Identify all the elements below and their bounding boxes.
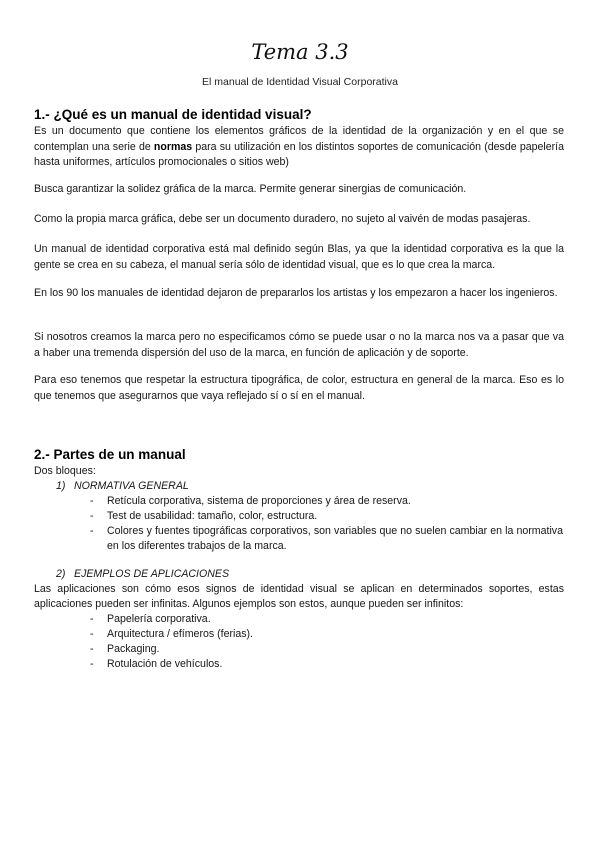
block-2-title: EJEMPLOS DE APLICACIONES <box>74 568 230 580</box>
page-subtitle: El manual de Identidad Visual Corporativa <box>202 76 398 88</box>
bullet-dash: - <box>90 628 94 640</box>
section-1-paragraph-7: Para eso tenemos que respetar la estructura tipográfica, de color, estructura en general de la marca. Eso es lo que tenemos que asegurarnos que vaya reflejado sí o sí en el manual. <box>34 374 564 402</box>
p1-text-a: Es un documento que contiene los elementos gráficos de la identidad de la organización y en el que se contemplan una serie de <box>34 125 564 153</box>
p1-text-b: para su utilización en los distintos soportes de comunicación (desde papelería hasta uniformes, artículos promocionales o sitios web) <box>34 140 564 168</box>
block-1-item-3: Colores y fuentes tipográficas corporativos, son variables que no suelen cambiar en la normativa en los diferentes trabajos de la marca. <box>107 525 563 552</box>
section-1-number: 1.- <box>34 107 50 122</box>
section-1-paragraph-2: Busca garantizar la solidez gráfica de la marca. Permite generar sinergias de comunicación. <box>34 183 467 195</box>
block-2-item-1: Papelería corporativa. <box>107 613 211 625</box>
block-1-item-1: Retícula corporativa, sistema de proporciones y área de reserva. <box>107 495 411 507</box>
section-1-paragraph-5: En los 90 los manuales de identidad dejaron de prepararlos los artistas y los empezaron a hacer los ingenieros. <box>34 287 558 299</box>
section-1-paragraph-6: Si nosotros creamos la marca pero no especificamos cómo se puede usar o no la marca nos va a pasar que va a haber una tremenda dispersión del uso de la marca, en función de aplicación y de soporte. <box>34 331 564 359</box>
section-1-paragraph-3: Como la propia marca gráfica, debe ser un documento duradero, no sujeto al vaivén de modas pasajeras. <box>34 213 531 225</box>
bullet-dash: - <box>90 613 94 625</box>
block-1-item-2: Test de usabilidad: tamaño, color, estructura. <box>107 510 318 522</box>
section-1-heading <box>34 107 312 122</box>
block-2-item-4: Rotulación de vehículos. <box>107 658 223 670</box>
bullet-dash: - <box>90 643 94 655</box>
section-2-heading <box>34 447 186 462</box>
bullet-dash: - <box>90 525 94 537</box>
section-2-title: Partes de un manual <box>53 447 186 462</box>
section-2-number: 2.- <box>34 447 50 462</box>
block-2-item-3: Packaging. <box>107 643 160 655</box>
bullet-dash: - <box>90 495 94 507</box>
section-1-paragraph-1 <box>34 124 564 171</box>
block-1-marker: 1) <box>56 480 66 492</box>
block-2-item-2: Arquitectura / efímeros (ferias). <box>107 628 254 640</box>
bullet-dash: - <box>90 510 94 522</box>
p1-bold-normas: normas <box>153 140 193 153</box>
section-2-intro: Dos bloques: <box>34 465 96 477</box>
section-1-paragraph-4: Un manual de identidad corporativa está mal definido según Blas, ya que la identidad corporativa es la que la gente se crea en su cabeza, el manual sería sólo de identidad visual, que es lo que crea la marca. <box>34 243 564 271</box>
block-2-text: Las aplicaciones son cómo esos signos de identidad visual se aplican en determinados soportes, estas aplicaciones pueden ser infinitas. Algunos ejemplos son estos, aunque pueden ser infinitos: <box>34 583 564 610</box>
section-1-title: ¿Qué es un manual de identidad visual? <box>53 107 312 122</box>
block-1-title: NORMATIVA GENERAL <box>74 480 189 492</box>
bullet-dash: - <box>90 658 94 670</box>
block-2-marker: 2) <box>56 568 66 580</box>
page-title: Tema 3.3 <box>251 40 349 64</box>
